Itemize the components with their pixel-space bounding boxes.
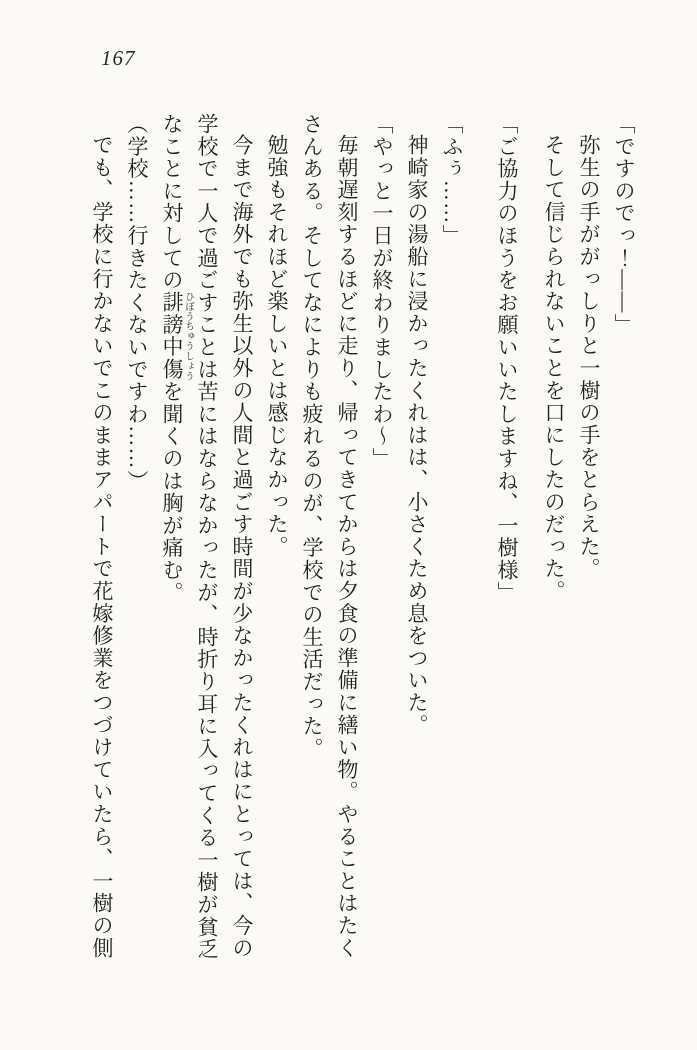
- paragraph-9: 勉強もそれほど楽しいとは感じなかった。: [265, 134, 289, 558]
- paragraph-1: 「ですのでっ！――」: [612, 113, 636, 336]
- furigana-base: 誹謗中傷: [160, 291, 184, 381]
- paragraph-4: 「ご協力のほうをお願いいたしますね、一樹様」: [495, 113, 519, 604]
- paragraph-5: 「ふぅ……」: [440, 113, 464, 247]
- paragraph-10-lead: 今まで海外でも弥生以外の人間と過ごす時間が少なかったくれはにとっては、今の学校で一人で過ごすことは苦にはならなかったが、時折り耳に入ってくる一樹が貧乏なことに対しての: [160, 113, 254, 961]
- furigana-annotated-word: [160, 291, 193, 381]
- vertical-text-area: [84, 113, 641, 963]
- paragraph-10-tail: を聞くのは胸が痛む。: [160, 380, 184, 604]
- page-number: 167: [101, 46, 136, 70]
- paragraph-11: （学校……行きたくないですわ……）: [125, 113, 149, 493]
- paragraph-7: 「やっと一日が終わりましたわ～」: [370, 113, 394, 470]
- paragraph-8: 毎朝遅刻するほどに走り、帰ってきてからは夕食の準備に繕い物。やることはたくさんある。そしてなによりも疲れるのが、学校での生活だった。: [300, 113, 359, 960]
- paragraph-10: [154, 113, 259, 963]
- paragraph-6: 神崎家の湯船に浸かったくれはは、小さくため息をついた。: [405, 134, 429, 737]
- paragraph-12: でも、学校に行かないでこのままアパートで花嫁修業をつづけていたら、一樹の側: [90, 134, 114, 960]
- paragraph-3: そして信じられないことを口にしたのだった。: [542, 134, 566, 603]
- furigana-reading: ひぼうちゅうしょう: [183, 291, 193, 381]
- paragraph-2: 弥生の手ががっしりと一樹の手をとらえた。: [577, 134, 601, 580]
